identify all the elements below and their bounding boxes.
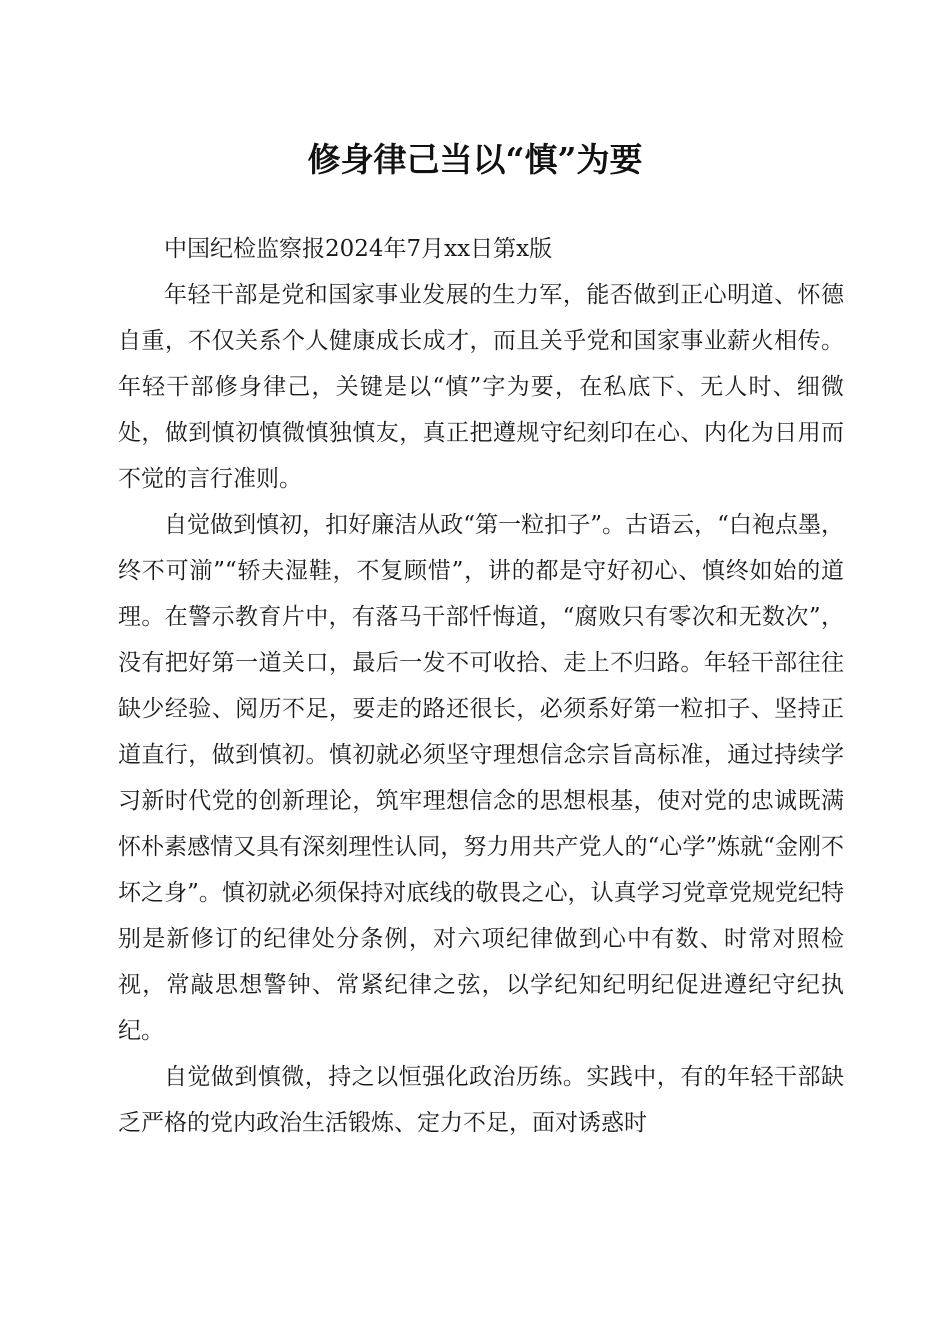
source-line: 中国纪检监察报2024年7月xx日第x版 <box>164 236 553 262</box>
paragraph: 自觉做到慎初，扣好廉洁从政“第一粒扣子”。古语云，“白袍点墨，终不可湔”“轿夫湿鞋，不复顾惜”，讲的都是守好初心、慎终如始的道理。在警示教育片中，有落马干部忏悔道，“腐败只有零次和无数次”，没有把好第一道关口，最后一发不可收拾、走上不归路。年轻干部往往缺少经验、阅历不足，要走的路还很长，必须系好第一粒扣子、坚持正道直行，做到慎初。慎初就必须坚守理想信念宗旨高标准，通过持续学习新时代党的创新理论，筑牢理想信念的思想根基，使对党的忠诚既满怀朴素感情又具有深刻理性认同，努力用共产党人的“心学”炼就“金刚不坏之身”。慎初就必须保持对底线的敬畏之心，认真学习党章党规党纪特别是新修订的纪律处分条例，对六项纪律做到心中有数、时常对照检视，常敲思想警钟、常紧纪律之弦，以学纪知纪明纪促进遵纪守纪执纪。 <box>118 512 844 1044</box>
paragraph: 自觉做到慎微，持之以恒强化政治历练。实践中，有的年轻干部缺乏严格的党内政治生活锻炼、定力不足，面对诱惑时 <box>118 1064 844 1136</box>
paragraph: 年轻干部是党和国家事业发展的生力军，能否做到正心明道、怀德自重，不仅关系个人健康成长成才，而且关乎党和国家事业薪火相传。年轻干部修身律己，关键是以“慎”字为要，在私底下、无人时、细微处，做到慎初慎微慎独慎友，真正把遵规守纪刻印在心、内化为日用而不觉的言行准则。 <box>118 282 844 492</box>
document-body <box>118 226 844 1146</box>
document-title: 修身律己当以“慎”为要 <box>307 140 643 179</box>
